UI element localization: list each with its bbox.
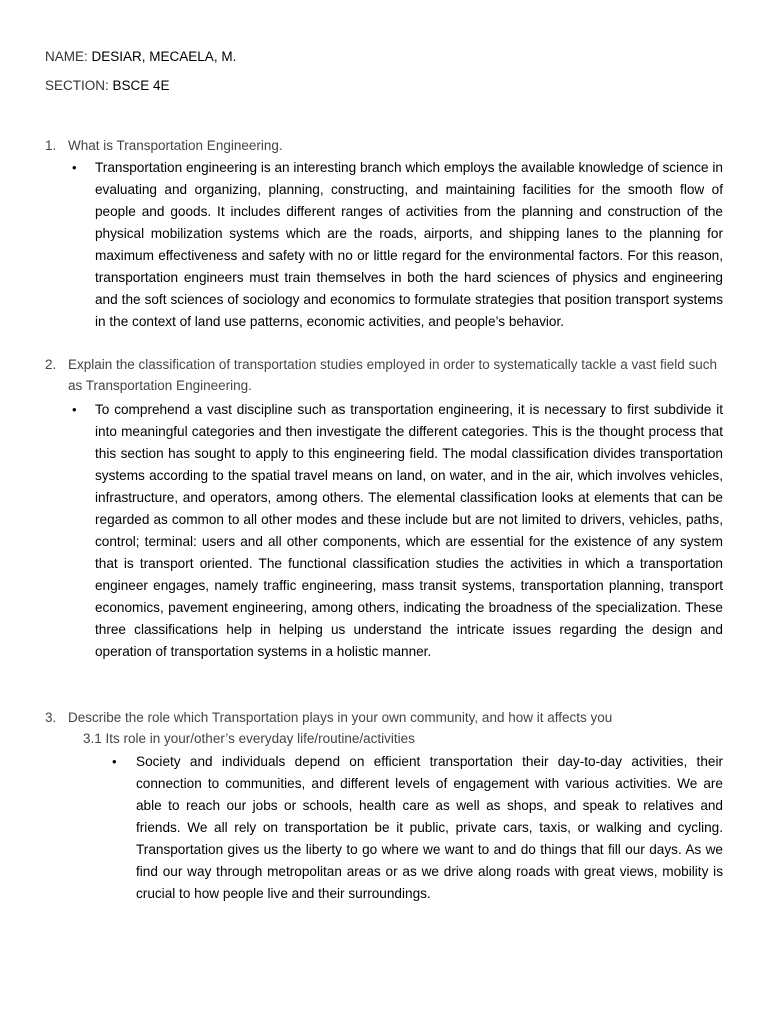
question-text: Describe the role which Transportation plays in your own community, and how it affects you	[68, 710, 613, 725]
question-3	[45, 707, 725, 728]
question-number: 1.	[45, 138, 57, 153]
question-number: 2.	[45, 357, 57, 372]
name-label: NAME:	[45, 49, 88, 64]
section-value: BSCE 4E	[112, 78, 170, 93]
question-number: 3.	[45, 710, 57, 725]
bullet-icon: •	[112, 754, 117, 769]
answer-text: Society and individuals depend on efficient transportation their day-to-day activities, their connection to communities, and different levels of engagement with various activities. We are able to reach our jobs or schools, health care as well as shops, and speak to relatives and friends. We all rely on transportation be it public, private cars, taxis, or walking and cycling. Transportation gives us the liberty to go where we want to and do things that fill our days. As we find our way through metropolitan areas or as we drive along roads with great views, mobility is crucial to how people live and their surroundings.	[136, 754, 723, 901]
question-1	[45, 135, 725, 156]
bullet-icon: •	[72, 402, 77, 417]
name-line	[45, 48, 236, 66]
answer-2	[72, 399, 723, 663]
answer-text: Transportation engineering is an interesting branch which employs the available knowledge of science in evaluating and organizing, planning, constructing, and maintaining facilities for the smooth flow of people and goods. It includes different ranges of activities from the planning and construction of the physical mobilization systems which are the roads, airports, and shipping lanes to the planning for maximum effectiveness and safety with no or little regard for the environmental factors. For this reason, transportation engineers must train themselves in both the hard sciences of physics and engineering and the soft sciences of sociology and economics to formulate strategies that position transport systems in the context of land use patterns, economic activities, and people’s behavior.	[95, 160, 723, 329]
name-value: DESIAR, MECAELA, M.	[91, 49, 237, 64]
answer-text: To comprehend a vast discipline such as transportation engineering, it is necessary to first subdivide it into meaningful categories and then investigate the different categories. This is the thought process that this section has sought to apply to this engineering field. The modal classification divides transportation systems according to the spatial travel means on land, on water, and in the air, which involves vehicles, infrastructure, and operators, among others. The elemental classification looks at elements that can be regarded as common to all other modes and these include but are not limited to drivers, vehicles, paths, control; terminal: users and all other components, which are essential for the existence of any system that is transport oriented. The functional classification studies the activities in which a transportation engineer engages, namely traffic engineering, mass transit systems, transportation planning, transport economics, pavement engineering, among others, indicating the broadness of the specialization. These three classifications help in helping us understand the intricate issues regarding the design and operation of transportation systems in a holistic manner.	[95, 402, 723, 659]
question-text: What is Transportation Engineering.	[68, 138, 283, 153]
question-text: Explain the classification of transportation studies employed in order to systematically tackle a vast field such as Transportation Engineering.	[68, 357, 718, 393]
question-2	[45, 354, 725, 396]
answer-1	[72, 157, 723, 333]
section-label: SECTION:	[45, 78, 109, 93]
section-line	[45, 77, 170, 95]
sub-question-3-1: 3.1 Its role in your/other’s everyday life/routine/activities	[83, 731, 415, 746]
answer-3	[112, 751, 723, 905]
bullet-icon: •	[72, 160, 77, 175]
